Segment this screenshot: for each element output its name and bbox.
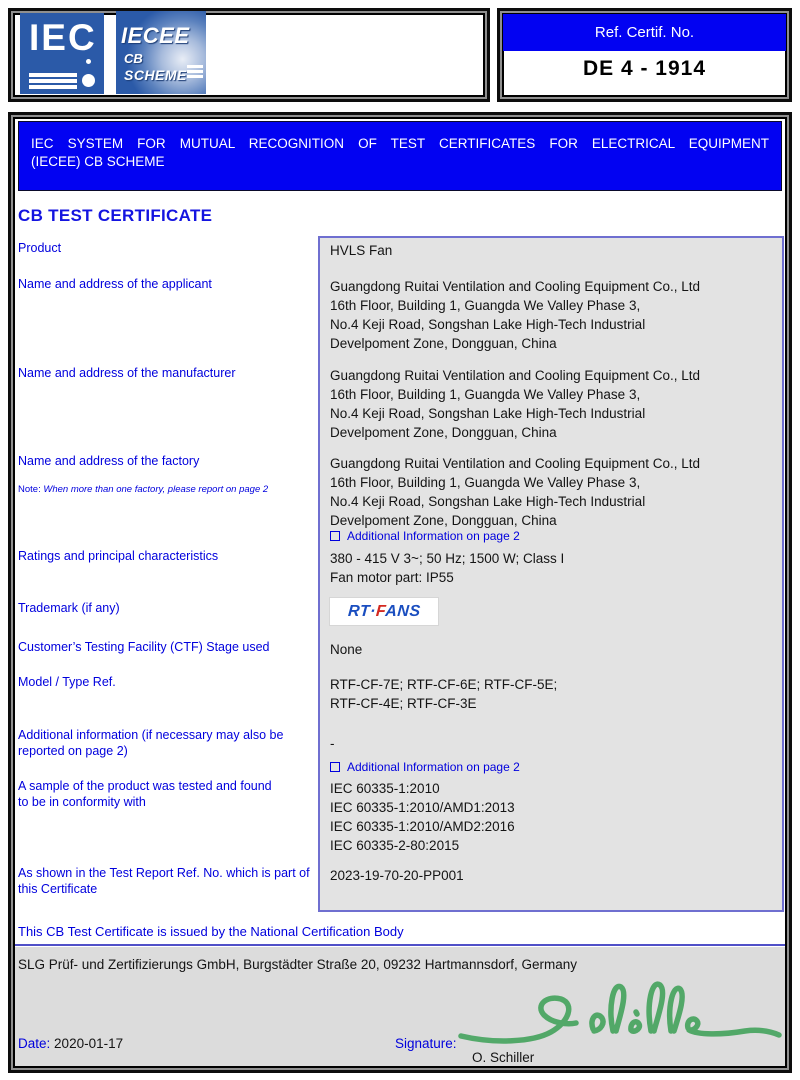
manufacturer-address-line: No.4 Keji Road, Songshan Lake High-Tech Industrial — [330, 406, 646, 421]
iecee-logo-stripe — [187, 65, 203, 68]
iecee-logo-text: IECEE — [121, 23, 190, 48]
checkbox-icon — [330, 762, 340, 772]
iec-logo-stripe — [29, 73, 77, 77]
label-manufacturer: Name and address of the manufacturer — [18, 366, 236, 380]
standard-line: IEC 60335-1:2010 — [330, 781, 440, 796]
checkbox-icon — [330, 531, 340, 541]
label-trademark: Trademark (if any) — [18, 601, 120, 615]
label-sample-line1: A sample of the product was tested and found — [18, 779, 272, 793]
rtfans-logo-icon — [347, 603, 421, 621]
value-product: HVLS Fan — [330, 243, 393, 258]
signatory-name: O. Schiller — [472, 1050, 535, 1065]
value-ctf: None — [330, 642, 363, 657]
signature-handwriting-icon — [455, 972, 785, 1060]
standard-line: IEC 60335-1:2010/AMD2:2016 — [330, 819, 515, 834]
factory-note — [18, 484, 314, 495]
value-manufacturer-address — [330, 366, 776, 442]
scheme-banner-line2: (IECEE) CB SCHEME — [31, 154, 165, 169]
iecee-cb-text: CB — [124, 51, 143, 66]
factory-address-line: 16th Floor, Building 1, Guangda We Valley Phase 3, — [330, 475, 641, 490]
label-ratings: Ratings and principal characteristics — [18, 549, 219, 563]
manufacturer-address-line: Develpoment Zone, Dongguan, China — [330, 425, 557, 440]
signature-label — [395, 1036, 457, 1051]
ref-certif-no-label: Ref. Certif. No. — [503, 14, 786, 51]
value-test-report-ref: 2023-19-70-20-PP001 — [330, 868, 464, 883]
iecee-logo-stripe — [187, 75, 203, 78]
ref-certif-no-value: DE 4 - 1914 — [582, 57, 707, 80]
iecee-scheme-text: SCHEME — [124, 67, 187, 83]
signature-label-text: Signature: — [395, 1036, 457, 1051]
factory-address-line: No.4 Keji Road, Songshan Lake High-Tech Industrial — [330, 494, 646, 509]
ratings-line: Fan motor part: IP55 — [330, 570, 454, 585]
label-test-report — [18, 866, 314, 897]
value-factory-address — [330, 454, 776, 530]
applicant-address-line: No.4 Keji Road, Songshan Lake High-Tech Industrial — [330, 317, 646, 332]
applicant-address-line: 16th Floor, Building 1, Guangda We Valley Phase 3, — [330, 298, 641, 313]
factory-additional-info-note — [330, 529, 520, 543]
label-product: Product — [18, 241, 62, 255]
label-applicant: Name and address of the applicant — [18, 277, 212, 291]
label-sample-line2: to be in conformity with — [18, 794, 146, 809]
label-ctf: Customer’s Testing Facility (CTF) Stage used — [18, 640, 270, 654]
iec-logo-icon — [20, 13, 104, 94]
factory-additional-info-text: Additional Information on page 2 — [347, 529, 520, 543]
factory-address-line: Develpoment Zone, Dongguan, China — [330, 513, 557, 528]
label-additional-info-line2: reported on page 2) — [18, 743, 128, 758]
iec-logo-stripe — [29, 85, 77, 89]
date-line — [18, 1036, 123, 1051]
trademark-logo — [330, 598, 438, 625]
label-additional-info-line1: Additional information (if necessary may also be — [18, 728, 284, 742]
rtfans-f-text: F — [375, 602, 386, 620]
value-standards — [330, 779, 776, 855]
certification-body-address: SLG Prüf- und Zertifizierungs GmbH, Burgstädter Straße 20, 09232 Hartmannsdorf, Germany — [18, 957, 577, 972]
scheme-banner — [18, 121, 782, 191]
label-factory: Name and address of the factory — [18, 454, 200, 468]
date-label: Date: — [18, 1036, 51, 1051]
iecee-cb-scheme-logo-icon — [116, 11, 206, 94]
iec-logo-stripe — [29, 79, 77, 83]
value-applicant-address — [330, 277, 776, 353]
issuer-statement: This CB Test Certificate is issued by the National Certification Body — [18, 924, 404, 939]
iec-logo-dot-icon — [86, 59, 91, 64]
factory-note-text: When more than one factory, please report on page 2 — [43, 484, 269, 495]
additional-info-note — [330, 760, 520, 774]
factory-address-line: Guangdong Ruitai Ventilation and Cooling Equipment Co., Ltd — [330, 456, 701, 471]
label-model: Model / Type Ref. — [18, 675, 116, 689]
additional-info-text: Additional Information on page 2 — [347, 760, 520, 774]
page-title: CB TEST CERTIFICATE — [18, 206, 213, 225]
ratings-line: 380 - 415 V 3~; 50 Hz; 1500 W; Class I — [330, 551, 565, 566]
rtfans-ans-text: ANS — [384, 602, 421, 620]
scheme-banner-line1: IEC SYSTEM FOR MUTUAL RECOGNITION OF TEST CERTIFICATES FOR ELECTRICAL EQUIPMENT — [31, 136, 769, 151]
manufacturer-address-line: 16th Floor, Building 1, Guangda We Valley Phase 3, — [330, 387, 641, 402]
iecee-logo-stripe — [187, 70, 203, 73]
value-model — [330, 675, 776, 713]
label-test-report-line2: this Certificate — [18, 881, 98, 896]
value-ratings — [330, 549, 776, 587]
date-value: 2020-01-17 — [54, 1036, 124, 1051]
iec-logo-period-icon — [82, 74, 95, 87]
manufacturer-address-line: Guangdong Ruitai Ventilation and Cooling Equipment Co., Ltd — [330, 368, 701, 383]
standard-line: IEC 60335-2-80:2015 — [330, 838, 460, 853]
model-line: RTF-CF-4E; RTF-CF-3E — [330, 696, 477, 711]
iec-logo-text: IEC — [29, 17, 97, 58]
applicant-address-line: Develpoment Zone, Dongguan, China — [330, 336, 557, 351]
applicant-address-line: Guangdong Ruitai Ventilation and Cooling Equipment Co., Ltd — [330, 279, 701, 294]
rtfans-rt-text: RT· — [347, 602, 377, 620]
factory-note-prefix: Note: — [18, 484, 44, 495]
standard-line: IEC 60335-1:2010/AMD1:2013 — [330, 800, 515, 815]
label-additional-info — [18, 728, 314, 759]
label-sample-conformity — [18, 779, 314, 810]
model-line: RTF-CF-7E; RTF-CF-6E; RTF-CF-5E; — [330, 677, 558, 692]
label-test-report-line1: As shown in the Test Report Ref. No. which is part of — [18, 866, 310, 880]
divider-rule — [15, 944, 785, 946]
value-additional-info: - — [330, 736, 335, 751]
